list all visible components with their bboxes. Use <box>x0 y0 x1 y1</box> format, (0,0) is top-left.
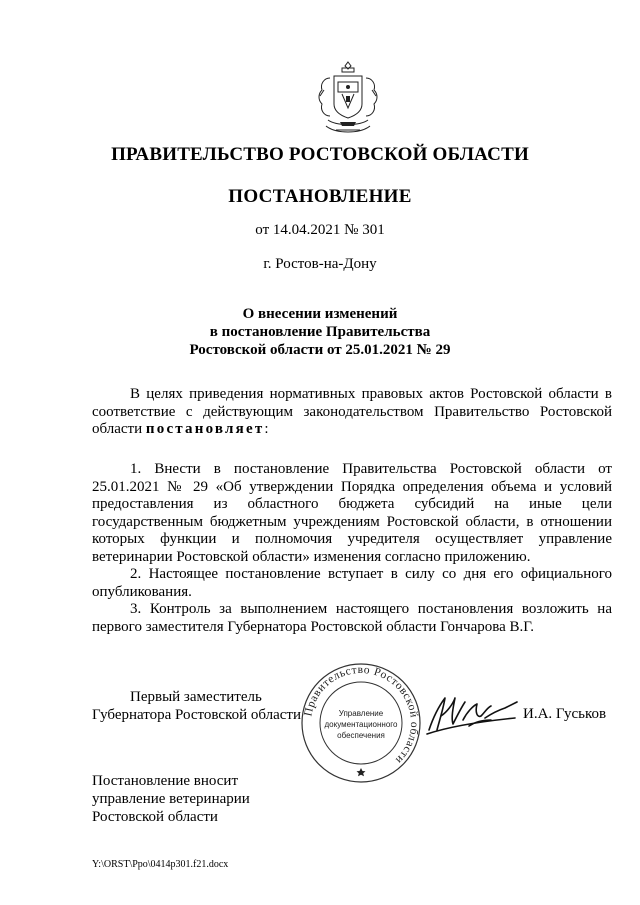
decree-items <box>92 461 612 636</box>
submitter-line: Ростовской области <box>92 809 218 825</box>
subject-line: Ростовской области от 25.01.2021 № 29 <box>189 342 451 358</box>
submitter-line: управление ветеринарии <box>92 791 250 807</box>
submitter-note <box>92 772 250 826</box>
coat-of-arms-emblem <box>316 60 380 136</box>
preamble-end: : <box>264 421 269 437</box>
subject-line: О внесении изменений <box>242 306 398 322</box>
decree-item: 2. Настоящее постановление вступает в силу со дня его официального опубликования. <box>92 566 612 600</box>
signatory-title <box>92 688 301 724</box>
decree-item: 3. Контроль за выполнением настоящего постановления возложить на первого заместителя Губернатора Ростовской области Гончарова В.Г. <box>92 601 612 635</box>
handwritten-signature <box>425 690 520 736</box>
seal-center-text: Управление <box>338 709 384 718</box>
seal-ring-text: Правительство Ростовской области <box>302 663 421 767</box>
decree-word: постановляет <box>145 421 265 437</box>
seal-star-icon <box>357 768 366 776</box>
document-date-number: от 14.04.2021 № 301 <box>255 222 385 238</box>
seal-center-text: обеспечения <box>337 731 385 740</box>
signatory-name: И.А. Гуськов <box>523 706 607 722</box>
document-subject <box>0 305 640 359</box>
subject-line: в постановление Правительства <box>209 324 431 340</box>
submitter-line: Постановление вносит <box>92 773 239 789</box>
organization-title: ПРАВИТЕЛЬСТВО РОСТОВСКОЙ ОБЛАСТИ <box>111 144 529 165</box>
seal-center-text: документационного <box>324 720 398 729</box>
file-path: Y:\ORST\Ppo\0414p301.f21.docx <box>92 859 229 870</box>
preamble-text: В целях приведения нормативных правовых актов Ростовской области в соответствие с действующим законодательством Правительство Ростовской области <box>92 386 612 437</box>
preamble-paragraph <box>92 386 612 439</box>
official-seal-stamp <box>300 662 422 784</box>
document-city: г. Ростов-на-Дону <box>263 256 377 272</box>
signatory-title-line: Первый заместитель <box>130 689 262 705</box>
document-type: ПОСТАНОВЛЕНИЕ <box>228 186 412 207</box>
decree-item: 1. Внести в постановление Правительства Ростовской области от 25.01.2021 № 29 «Об утверждении Порядка определения объема и условий предоставления из областного бюджета субсидий на иные цели государственным бюджетным учреждениям Ростовской области, в отношении которых функции и полномочия учредителя осуществляет управление ветеринарии Ростовской области» изменения согласно приложению. <box>92 461 612 565</box>
signatory-title-line: Губернатора Ростовской области <box>92 707 302 723</box>
